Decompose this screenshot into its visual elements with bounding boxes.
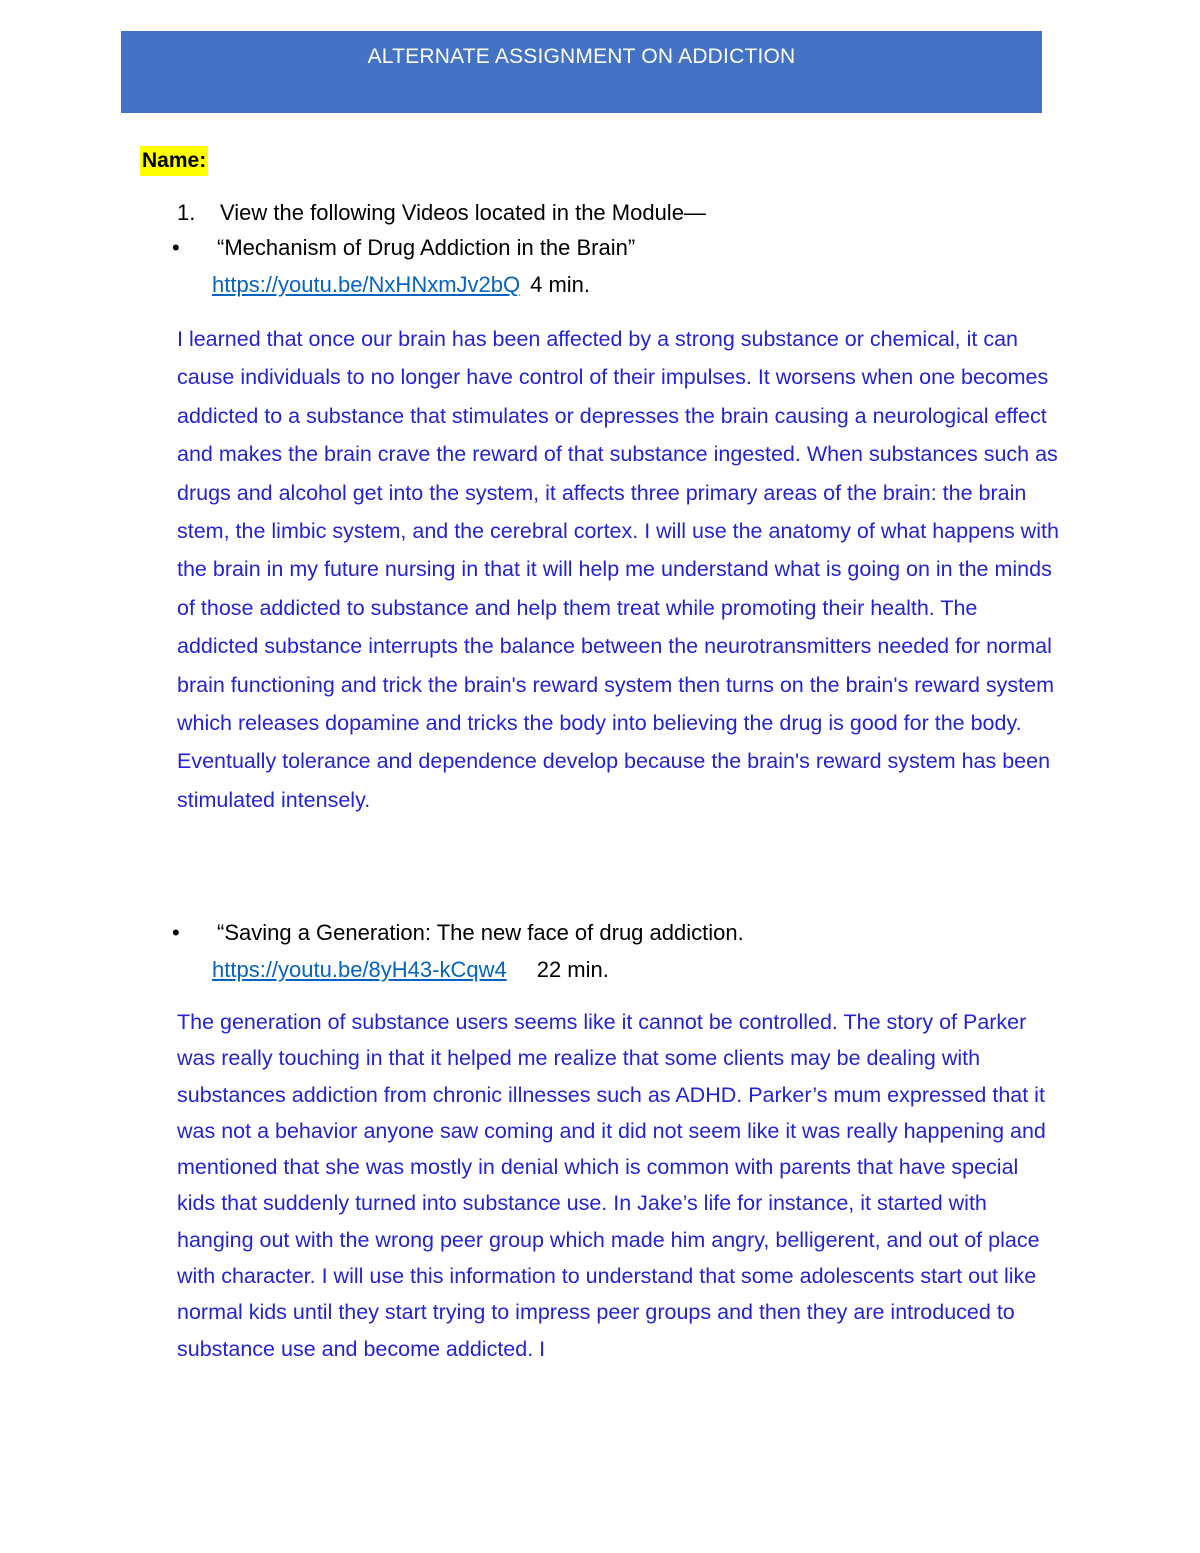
question-text: View the following Videos located in the Module— [220, 200, 706, 225]
video-1-title: “Mechanism of Drug Addiction in the Brain” [217, 235, 636, 260]
video-1-title-line [172, 233, 635, 263]
video-2-answer: The generation of substance users seems like it cannot be controlled. The story of Parker was really touching in that it helped me realize that some clients may be dealing with substances addiction from chronic illnesses such as ADHD. Parker’s mum expressed that it was not a behavior anyone saw coming and it did not seem like it was really happening and mentioned that she was mostly in denial which is common with parents that have special kids that suddenly turned into substance use. In Jake’s life for instance, it started with hanging out with the wrong peer group which made him angry, belligerent, and out of place with character. I will use this information to understand that some adolescents start out like normal kids until they start trying to impress peer groups and then they are introduced to substance use and become addicted. I [177, 1010, 1046, 1361]
document-title: ALTERNATE ASSIGNMENT ON ADDICTION [367, 45, 796, 68]
video-1-duration: 4 min. [530, 272, 591, 297]
video-2-duration: 22 min. [536, 957, 609, 982]
video-1-link[interactable]: https://youtu.be/NxHNxmJv2bQ [212, 272, 521, 297]
video-2-link[interactable]: https://youtu.be/8yH43-kCqw4 [212, 957, 507, 982]
header-banner [121, 31, 1042, 113]
video-2-title-line [172, 918, 744, 948]
bullet-icon: • [172, 920, 180, 945]
question-number: 1. [177, 200, 196, 225]
bullet-icon: • [172, 235, 180, 260]
video-1-answer: I learned that once our brain has been affected by a strong substance or chemical, it can cause individuals to no longer have control of their impulses. It worsens when one becomes addicted to a substance that stimulates or depresses the brain causing a neurological effect and makes the brain crave the reward of that substance ingested. When substances such as drugs and alcohol get into the system, it affects three primary areas of the brain: the brain stem, the limbic system, and the cerebral cortex. I will use the anatomy of what happens with the brain in my future nursing in that it will help me understand what is going on in the minds of those addicted to substance and help them treat while promoting their health. The addicted substance interrupts the balance between the neurotransmitters needed for normal brain functioning and trick the brain's reward system then turns on the brain's reward system which releases dopamine and tricks the body into believing the drug is good for the body. Eventually tolerance and dependence develop because the brain's reward system has been stimulated intensely. [177, 327, 1059, 812]
video-2-title: “Saving a Generation: The new face of drug addiction. [217, 920, 744, 945]
name-field-label: Name: [140, 146, 208, 176]
video-2-link-line [212, 955, 609, 985]
question-1 [177, 198, 706, 228]
video-1-link-line [212, 270, 590, 300]
